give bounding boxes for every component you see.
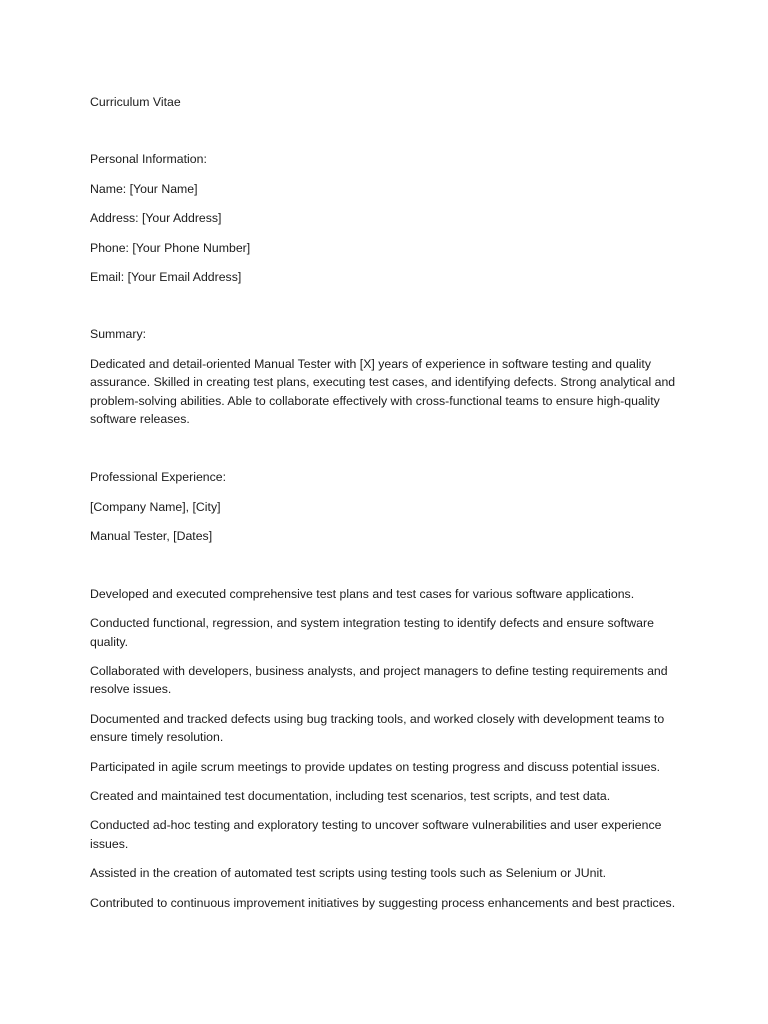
experience-item: Documented and tracked defects using bug tracking tools, and worked closely with development teams to ensure timely resolution. — [90, 711, 665, 745]
summary-heading: Summary: — [90, 327, 147, 342]
experience-heading: Professional Experience: — [90, 470, 227, 485]
address-field: Address: [Your Address] — [90, 211, 222, 226]
experience-item: Developed and executed comprehensive test plans and test cases for various software applications. — [90, 586, 635, 601]
company-line: [Company Name], [City] — [90, 499, 221, 514]
experience-item: Created and maintained test documentation, including test scenarios, test scripts, and test data. — [90, 788, 611, 803]
experience-item: Collaborated with developers, business analysts, and project managers to define testing requirements and resolve issues. — [90, 663, 668, 697]
document-title: Curriculum Vitae — [90, 95, 181, 109]
role-line: Manual Tester, [Dates] — [90, 529, 213, 544]
experience-item: Conducted ad-hoc testing and exploratory testing to uncover software vulnerabilities and user experience issues. — [90, 818, 662, 851]
experience-item: Conducted functional, regression, and system integration testing to identify defects and ensure software quality. — [90, 616, 654, 649]
document-body — [90, 93, 676, 912]
name-field: Name: [Your Name] — [90, 181, 198, 196]
summary-paragraph: Dedicated and detail-oriented Manual Tester with [X] years of experience in software testing and quality assurance. Skilled in creating test plans, executing test cases, and identifying defects. Strong analytical and problem-solving abilities. Able to collaborate effectively with cross-functional teams to ensure high-quality software releases. — [90, 356, 676, 427]
experience-item: Contributed to continuous improvement initiatives by suggesting process enhancements and best practices. — [90, 895, 676, 910]
experience-item: Assisted in the creation of automated test scripts using testing tools such as Selenium or JUnit. — [90, 866, 607, 881]
personal-info-heading: Personal Information: — [90, 152, 207, 167]
experience-item: Participated in agile scrum meetings to provide updates on testing progress and discuss potential issues. — [90, 759, 661, 774]
email-field: Email: [Your Email Address] — [90, 270, 242, 285]
phone-field: Phone: [Your Phone Number] — [90, 240, 251, 255]
